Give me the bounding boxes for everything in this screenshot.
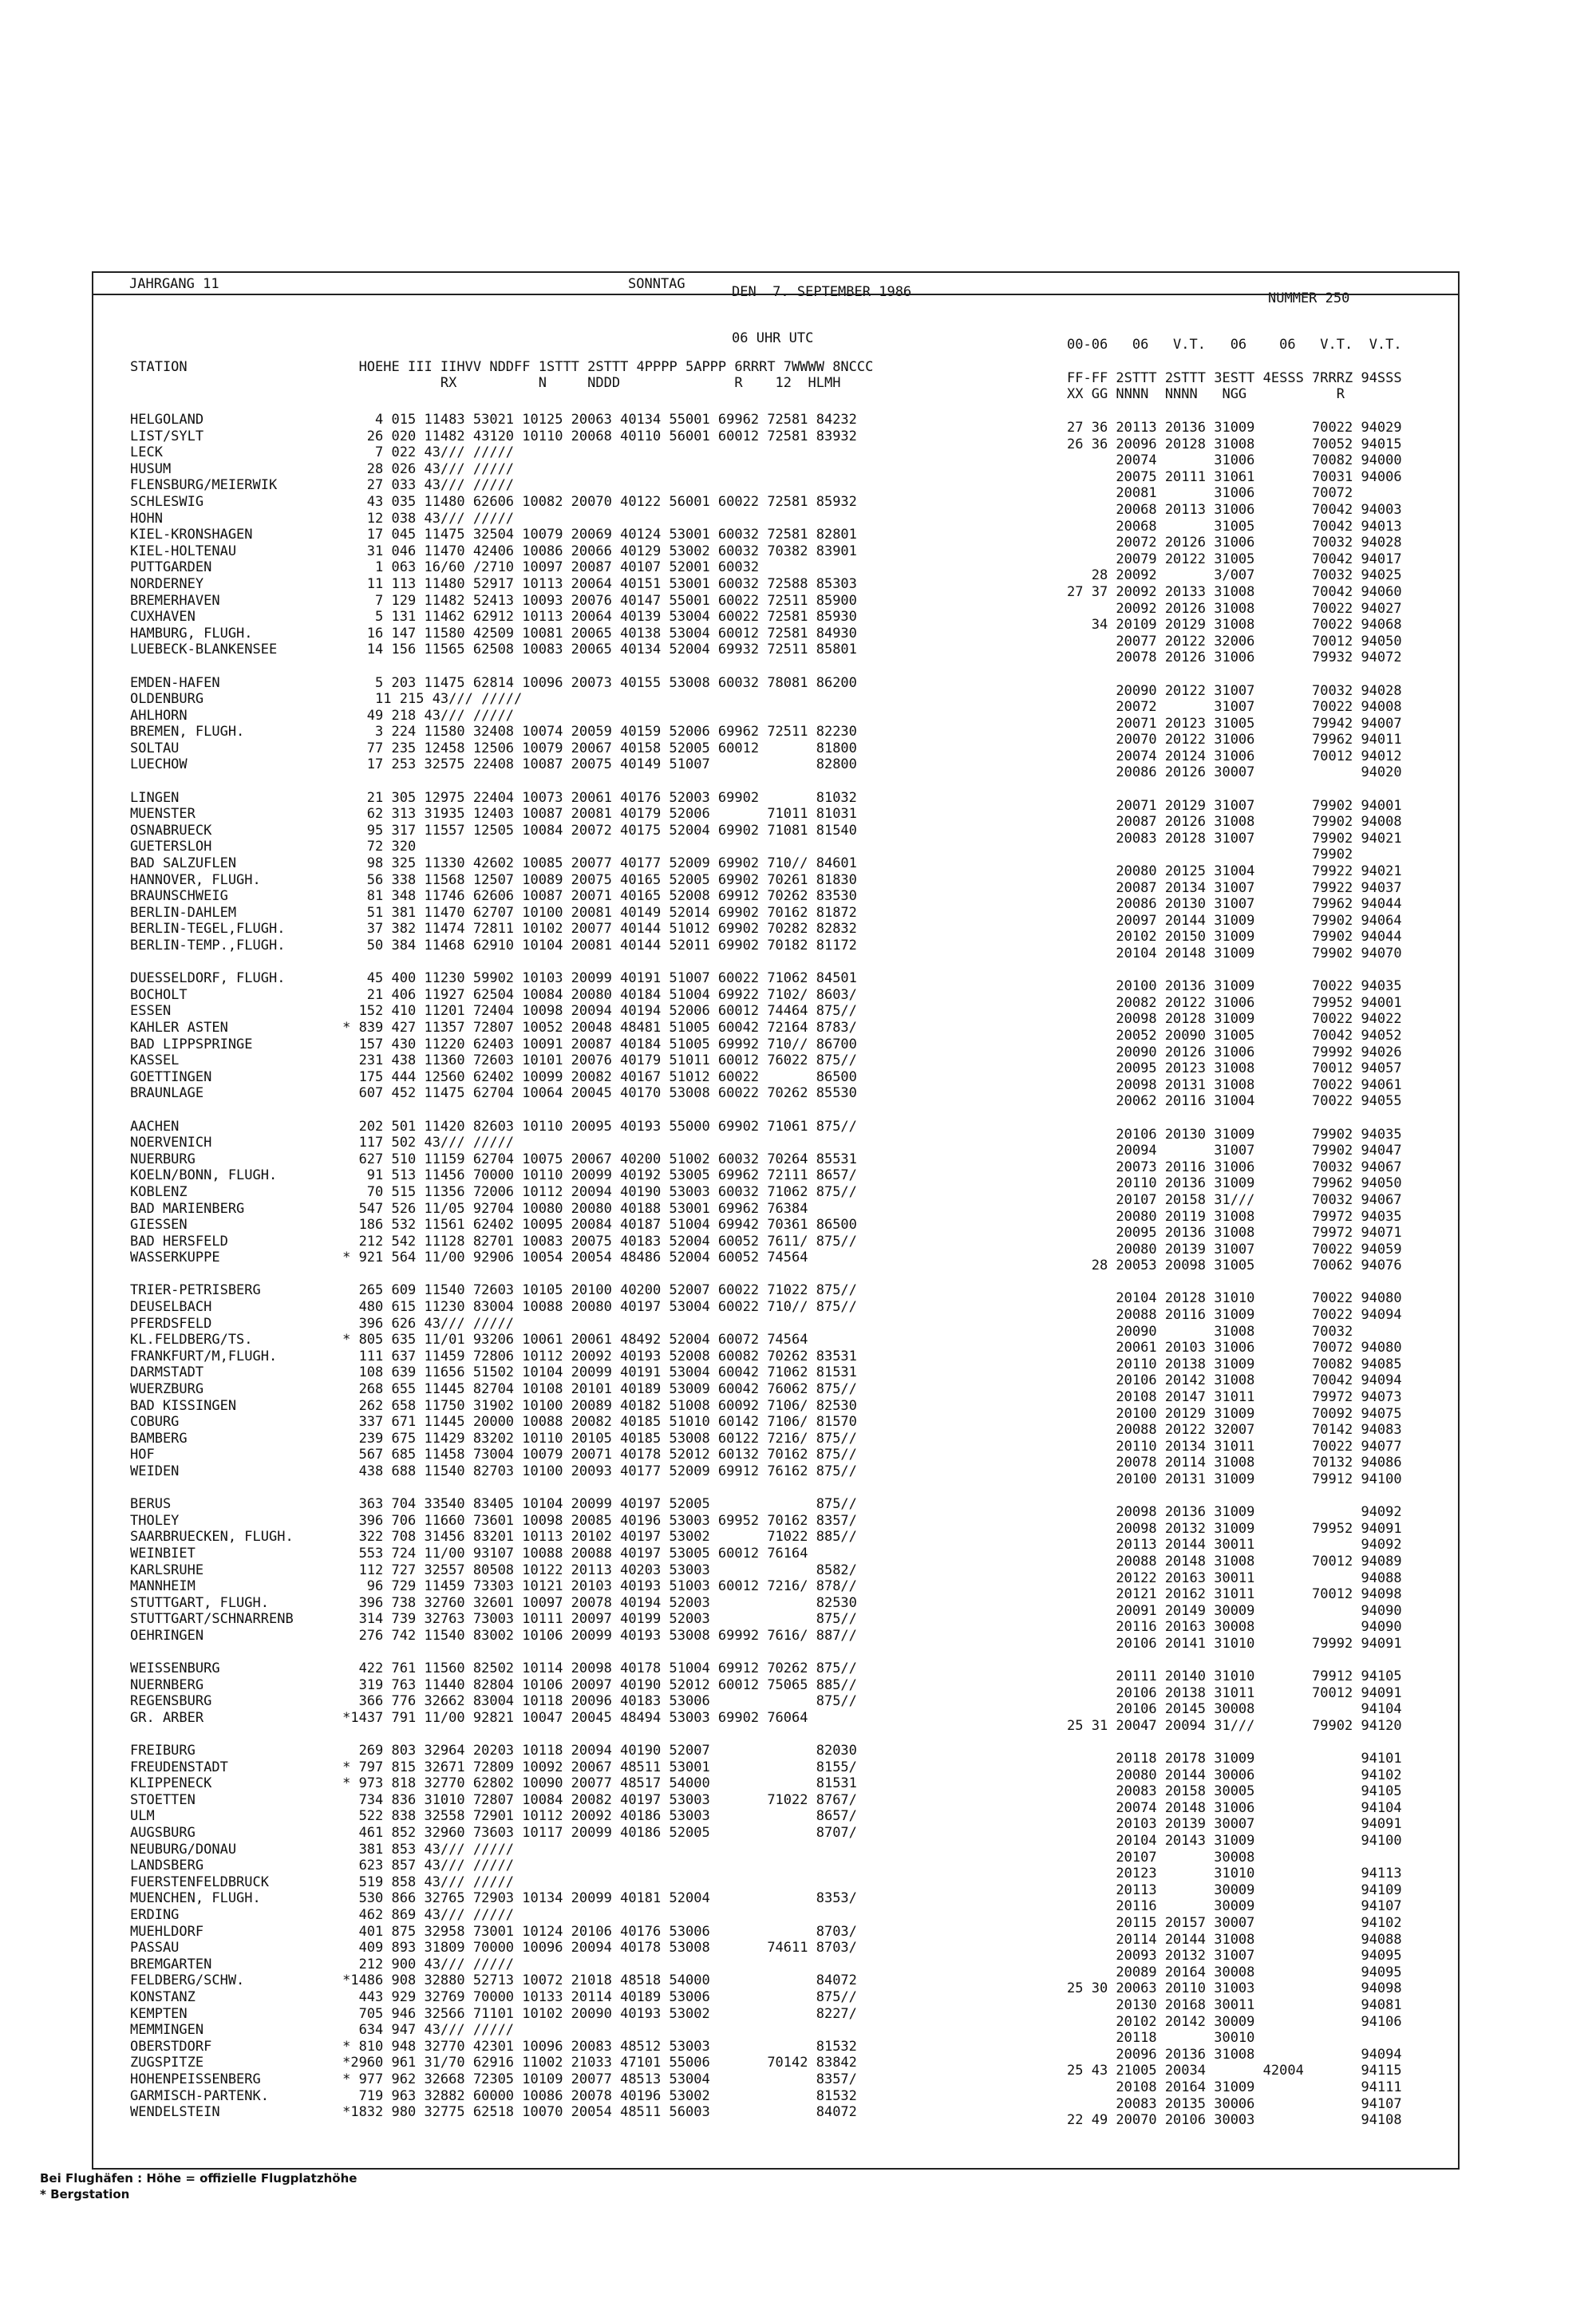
supplementary-row: 20106 20138 31011 70012 94091 xyxy=(1067,1684,1402,1701)
station-row: KARLSRUHE 112 727 32557 80508 10122 20113 40203 53003 8582/ xyxy=(130,1562,857,1578)
station-row: DARMSTADT 108 639 11656 51502 10104 20099 40191 53004 60042 71062 81531 xyxy=(130,1364,857,1381)
supplementary-row: 20106 20145 30008 94104 xyxy=(1067,1701,1402,1718)
station-row: BREMERHAVEN 7 129 11482 52413 10093 20076 40147 55001 60022 72511 85900 xyxy=(130,592,857,609)
supplementary-row: 20072 31007 70022 94008 xyxy=(1067,699,1402,716)
supplementary-row: 20116 20163 30008 94090 xyxy=(1067,1619,1402,1636)
column-header-row1: STATION HOEHE III IIHVV NDDFF 1STTT 2STTT 4PPPP 5APPP 6RRRT 7WWWW 8NCCC xyxy=(130,359,874,375)
supplementary-row: 20073 20116 31006 70032 94067 xyxy=(1067,1159,1402,1175)
supplementary-row: 20113 30009 94109 xyxy=(1067,1882,1402,1898)
supplementary-row: 20110 20138 31009 70082 94085 xyxy=(1067,1356,1402,1372)
station-row: GOETTINGEN 175 444 12560 62402 10099 20082 40167 51012 60022 86500 xyxy=(130,1068,857,1085)
station-row: MUENSTER 62 313 31935 12403 10087 20081 40179 52006 71011 81031 xyxy=(130,806,857,823)
group-gap xyxy=(1067,962,1402,979)
supplementary-row: 20118 30010 xyxy=(1067,2030,1255,2047)
supplementary-row: 20091 20149 30009 94090 xyxy=(1067,1602,1402,1619)
supplementary-row: 20090 20122 31007 70032 94028 xyxy=(1067,682,1402,699)
station-row: FLENSBURG/MEIERWIK 27 033 43/// ///// xyxy=(130,477,515,494)
station-row: WENDELSTEIN *1832 980 32775 62518 10070 20054 48511 56003 84072 xyxy=(130,2104,857,2121)
station-row: LECK 7 022 43/// ///// xyxy=(130,444,515,461)
footnote-mountain-station: * Bergstation xyxy=(40,2187,130,2201)
supplementary-row: 20087 20126 31008 79902 94008 xyxy=(1067,814,1402,831)
supplementary-row: 20083 20158 30005 94105 xyxy=(1067,1783,1402,1800)
station-row: ULM 522 838 32558 72901 10112 20092 40186 53003 8657/ xyxy=(130,1808,857,1825)
station-row: OLDENBURG 11 215 43/// ///// xyxy=(130,691,523,708)
supplementary-row: 20074 20148 31006 94104 xyxy=(1067,1799,1402,1816)
footnote-airport-height: Bei Flughäfen : Höhe = offizielle Flugplatzhöhe xyxy=(40,2171,358,2186)
supplementary-row: 20090 20126 31006 79992 94026 xyxy=(1067,1044,1402,1060)
station-row: KIEL-HOLTENAU 31 046 11470 42406 10086 20066 40129 53002 60032 70382 83901 xyxy=(130,543,857,559)
group-gap xyxy=(130,773,857,790)
station-row: GIESSEN 186 532 11561 62402 10095 20084 40187 51004 69942 70361 86500 xyxy=(130,1217,857,1234)
supplementary-row: 20106 20130 31009 79902 94035 xyxy=(1067,1126,1402,1143)
supplementary-row: 28 20092 3/007 70032 94025 xyxy=(1067,567,1402,584)
supplementary-row: 20088 20148 31008 70012 94089 xyxy=(1067,1553,1402,1570)
supplementary-row: 20052 20090 31005 70042 94052 xyxy=(1067,1027,1402,1044)
supplementary-row: 20106 20141 31010 79992 94091 xyxy=(1067,1635,1402,1652)
supplementary-row: 20110 20134 31011 70022 94077 xyxy=(1067,1438,1402,1455)
station-row: DEUSELBACH 480 615 11230 83004 10088 20080 40197 53004 60022 710// 875// xyxy=(130,1299,857,1316)
station-row: WUERZBURG 268 655 11445 82704 10108 20101 40189 53009 60042 76062 875// xyxy=(130,1381,857,1398)
station-row: FRANKFURT/M,FLUGH. 111 637 11459 72806 10112 20092 40193 52008 60082 70262 83531 xyxy=(130,1348,857,1364)
group-gap xyxy=(130,1480,857,1497)
station-row: KASSEL 231 438 11360 72603 10101 20076 40179 51011 60012 76022 875// xyxy=(130,1052,857,1069)
group-gap xyxy=(130,1102,857,1119)
station-row: FUERSTENFELDBRUCK 519 858 43/// ///// xyxy=(130,1874,515,1890)
supplementary-row: 20122 20163 30011 94088 xyxy=(1067,1570,1402,1586)
supplementary-row: 25 43 21005 20034 42004 94115 xyxy=(1067,2063,1402,2079)
station-row: BAD KISSINGEN 262 658 11750 31902 10100 20089 40182 51008 60092 7106/ 82530 xyxy=(130,1397,857,1414)
station-row: BAD HERSFELD 212 542 11128 82701 10083 20075 40183 52004 60052 7611/ 875// xyxy=(130,1233,857,1250)
station-row: NEUBURG/DONAU 381 853 43/// ///// xyxy=(130,1841,515,1858)
station-row: AUGSBURG 461 852 32960 73603 10117 20099 40186 52005 8707/ xyxy=(130,1825,857,1842)
supplementary-row: 20106 20142 31008 70042 94094 xyxy=(1067,1372,1402,1389)
station-row: REGENSBURG 366 776 32662 83004 10118 20096 40183 53006 875// xyxy=(130,1693,857,1710)
supplementary-row: 20086 20126 30007 94020 xyxy=(1067,764,1402,781)
station-row: DUESSELDORF, FLUGH. 45 400 11230 59902 10103 20099 40191 51007 60022 71062 84501 xyxy=(130,970,857,987)
supplementary-row: 20061 20103 31006 70072 94080 xyxy=(1067,1340,1402,1356)
station-row: NUERBURG 627 510 11159 62704 10075 20067 40200 51002 60032 70264 85531 xyxy=(130,1151,857,1167)
supplementary-row: 28 20053 20098 31005 70062 94076 xyxy=(1067,1258,1402,1274)
supplementary-row: 20097 20144 31009 79902 94064 xyxy=(1067,912,1402,929)
station-row: BERUS 363 704 33540 83405 10104 20099 40197 52005 875// xyxy=(130,1496,857,1513)
supplementary-row: 20130 20168 30011 94081 xyxy=(1067,1997,1402,2013)
station-row: OEHRINGEN 276 742 11540 83002 10106 20099 40193 53008 69992 7616/ 887// xyxy=(130,1627,857,1644)
station-row: GR. ARBER *1437 791 11/00 92821 10047 20045 48494 53003 69902 76064 xyxy=(130,1709,808,1726)
supplementary-row: 20089 20164 30008 94095 xyxy=(1067,1964,1402,1980)
supplementary-row: 20075 20111 31061 70031 94006 xyxy=(1067,468,1402,485)
station-row: AHLHORN 49 218 43/// ///// xyxy=(130,707,515,724)
supplementary-row: 34 20109 20129 31008 70022 94068 xyxy=(1067,617,1402,634)
station-row: COBURG 337 671 11445 20000 10088 20082 40185 51010 60142 7106/ 81570 xyxy=(130,1414,857,1431)
supplementary-row: 20086 20130 31007 79962 94044 xyxy=(1067,896,1402,913)
station-row: BRAUNLAGE 607 452 11475 62704 10064 20045 40170 53008 60022 70262 85530 xyxy=(130,1085,857,1102)
station-row: WEISSENBURG 422 761 11560 82502 10114 20098 40178 51004 69912 70262 875// xyxy=(130,1660,857,1677)
supplementary-row: 20110 20136 31009 79962 94050 xyxy=(1067,1175,1402,1192)
supplementary-row: 20104 20128 31010 70022 94080 xyxy=(1067,1290,1402,1307)
supplementary-row: 20071 20123 31005 79942 94007 xyxy=(1067,715,1402,732)
station-row: BERLIN-DAHLEM 51 381 11470 62707 10100 20081 40149 52014 69902 70162 81872 xyxy=(130,904,857,921)
station-row: HELGOLAND 4 015 11483 53021 10125 20063 40134 55001 69962 72581 84232 xyxy=(130,412,857,428)
station-row: KOBLENZ 70 515 11356 72006 10112 20094 40190 53003 60032 71062 875// xyxy=(130,1183,857,1200)
station-row: KEMPTEN 705 946 32566 71101 10102 20090 40193 53002 8227/ xyxy=(130,2005,857,2022)
station-row: BOCHOLT 21 406 11927 62504 10084 20080 40184 51004 69922 7102/ 8603/ xyxy=(130,986,857,1003)
supplementary-row: 20071 20129 31007 79902 94001 xyxy=(1067,797,1402,814)
right-header-row2: FF-FF 2STTT 2STTT 3ESTT 4ESSS 7RRRZ 94SSS xyxy=(1067,370,1402,386)
station-row: THOLEY 396 706 11660 73601 10098 20085 40196 53003 69952 70162 8357/ xyxy=(130,1512,857,1529)
supplementary-row: 20087 20134 31007 79922 94037 xyxy=(1067,879,1402,896)
supplementary-row: 20096 20136 31008 94094 xyxy=(1067,2046,1402,2063)
supplementary-row: 20083 20128 31007 79902 94021 xyxy=(1067,830,1402,847)
station-row: NORDERNEY 11 113 11480 52917 10113 20064 40151 53001 60032 72588 85303 xyxy=(130,575,857,592)
station-row: OSNABRUECK 95 317 11557 12505 10084 20072 40175 52004 69902 71081 81540 xyxy=(130,822,857,839)
station-row: BERLIN-TEGEL,FLUGH. 37 382 11474 72811 10102 20077 40144 51012 69902 70282 82832 xyxy=(130,921,857,938)
supplementary-row: 20077 20122 32006 70012 94050 xyxy=(1067,633,1402,650)
right-header-row1: 00-06 06 V.T. 06 06 V.T. V.T. xyxy=(1067,337,1402,353)
supplementary-row: 20098 20136 31009 94092 xyxy=(1067,1504,1402,1521)
station-row: CUXHAVEN 5 131 11462 62912 10113 20064 40139 53004 60022 72581 85930 xyxy=(130,609,857,626)
jahrgang: JAHRGANG 11 xyxy=(129,276,219,292)
supplementary-row: 20111 20140 31010 79912 94105 xyxy=(1067,1668,1402,1685)
supplementary-row: 20062 20116 31004 70022 94055 xyxy=(1067,1093,1402,1110)
station-row: LANDSBERG 623 857 43/// ///// xyxy=(130,1858,515,1874)
station-row: ZUGSPITZE *2960 961 31/70 62916 11002 21033 47101 55006 70142 83842 xyxy=(130,2055,857,2071)
supplementary-row: 20092 20126 31008 70022 94027 xyxy=(1067,600,1402,617)
station-data-block xyxy=(130,412,857,2121)
station-row: LIST/SYLT 26 020 11482 43120 10110 20068 40110 56001 60012 72581 83932 xyxy=(130,428,857,444)
station-row: BAD MARIENBERG 547 526 11/05 92704 10080 20080 40188 53001 69962 76384 xyxy=(130,1200,808,1217)
supplementary-row: 20107 30008 xyxy=(1067,1849,1255,1866)
group-gap xyxy=(130,954,857,971)
station-row: STUTTGART, FLUGH. 396 738 32760 32601 10097 20078 40194 52003 82530 xyxy=(130,1594,857,1611)
footer-notes xyxy=(40,2170,357,2202)
supplementary-row: 22 49 20070 20106 30003 94108 xyxy=(1067,2112,1402,2129)
supplementary-row: 20116 30009 94107 xyxy=(1067,1898,1402,1915)
station-row: AACHEN 202 501 11420 82603 10110 20095 40193 55000 69902 71061 875// xyxy=(130,1118,857,1135)
station-row: FELDBERG/SCHW. *1486 908 32880 52713 10072 21018 48518 54000 84072 xyxy=(130,1972,857,1989)
station-row: LUEBECK-BLANKENSEE 14 156 11565 62508 10083 20065 40134 52004 69932 72511 85801 xyxy=(130,642,857,658)
station-row: HAMBURG, FLUGH. 16 147 11580 42509 10081 20065 40138 53004 60012 72581 84930 xyxy=(130,625,857,642)
group-gap xyxy=(1067,1274,1402,1291)
supplementary-row: 27 36 20113 20136 31009 70022 94029 xyxy=(1067,420,1402,436)
station-row: FREUDENSTADT * 797 815 32671 72809 10092 20067 48511 53001 8155/ xyxy=(130,1759,857,1775)
supplementary-row: 20103 20139 30007 94091 xyxy=(1067,1816,1402,1833)
station-row: HOHN 12 038 43/// ///// xyxy=(130,510,515,527)
supplementary-row: 20108 20164 31009 94111 xyxy=(1067,2079,1402,2095)
supplementary-row: 20068 20113 31006 70042 94003 xyxy=(1067,501,1402,518)
supplementary-row: 20080 20139 31007 70022 94059 xyxy=(1067,1241,1402,1258)
issue-number: NUMMER 250 xyxy=(1268,290,1350,306)
supplementary-row: 20072 20126 31006 70032 94028 xyxy=(1067,535,1402,551)
supplementary-row: 20113 20144 30011 94092 xyxy=(1067,1537,1402,1554)
supplementary-row: 20114 20144 31008 94088 xyxy=(1067,1931,1402,1948)
weekday: SONNTAG xyxy=(628,276,685,292)
supplementary-row: 20121 20162 31011 70012 94098 xyxy=(1067,1586,1402,1603)
station-row: STUTTGART/SCHNARRENB 314 739 32763 73003 10111 20097 40199 52003 875// xyxy=(130,1611,857,1628)
supplementary-row: 20090 31008 70032 xyxy=(1067,1323,1353,1340)
supplementary-row: 27 37 20092 20133 31008 70042 94060 xyxy=(1067,583,1402,600)
station-row: KL.FELDBERG/TS. * 805 635 11/01 93206 10061 20061 48492 52004 60072 74564 xyxy=(130,1332,808,1348)
supplementary-row: 20098 20132 31009 79952 94091 xyxy=(1067,1520,1402,1537)
supplementary-row: 20104 20148 31009 79902 94070 xyxy=(1067,946,1402,961)
column-header-row2: RX N NDDD R 12 HLMH xyxy=(130,375,841,391)
station-row: BREMEN, FLUGH. 3 224 11580 32408 10074 20059 40159 52006 69962 72511 82230 xyxy=(130,724,857,740)
station-row: BERLIN-TEMP.,FLUGH. 50 384 11468 62910 10104 20081 40144 52011 69902 70182 81172 xyxy=(130,938,857,954)
station-row: MUENCHEN, FLUGH. 530 866 32765 72903 10134 20099 40181 52004 8353/ xyxy=(130,1890,857,1907)
supplementary-row: 20088 20116 31009 70022 94094 xyxy=(1067,1307,1402,1324)
supplementary-row: 20098 20128 31009 70022 94022 xyxy=(1067,1011,1402,1028)
station-row: SOLTAU 77 235 12458 12506 10079 20067 40158 52005 60012 81800 xyxy=(130,740,857,756)
supplementary-row: 20098 20131 31008 70022 94061 xyxy=(1067,1076,1402,1093)
station-row: LINGEN 21 305 12975 22404 10073 20061 40176 52003 69902 81032 xyxy=(130,789,857,806)
supplementary-row: 20108 20147 31011 79972 94073 xyxy=(1067,1389,1402,1406)
station-row: LUECHOW 17 253 32575 22408 10087 20075 40149 51007 82800 xyxy=(130,756,857,773)
supplementary-row: 20095 20123 31008 70012 94057 xyxy=(1067,1060,1402,1077)
station-row: BREMGARTEN 212 900 43/// ///// xyxy=(130,1956,515,1972)
station-row: MUEHLDORF 401 875 32958 73001 10124 20106 40176 53006 8703/ xyxy=(130,1923,857,1940)
group-gap xyxy=(1067,666,1402,683)
observation-time: 06 UHR UTC xyxy=(732,330,814,346)
supplementary-row: 20080 20144 30006 94102 xyxy=(1067,1767,1402,1783)
station-row: WEIDEN 438 688 11540 82703 10100 20093 40177 52009 69912 76162 875// xyxy=(130,1463,857,1479)
station-row: PASSAU 409 893 31809 70000 10096 20094 40178 53008 74611 8703/ xyxy=(130,1940,857,1957)
station-row: ESSEN 152 410 11201 72404 10098 20094 40194 52006 60012 74464 875// xyxy=(130,1003,857,1020)
supplementary-row: 20100 20129 31009 70092 94075 xyxy=(1067,1405,1402,1422)
supplementary-row: 20079 20122 31005 70042 94017 xyxy=(1067,551,1402,567)
station-row: SCHLESWIG 43 035 11480 62606 10082 20070 40122 56001 60022 72581 85932 xyxy=(130,493,857,510)
supplementary-row: 20083 20135 30006 94107 xyxy=(1067,2095,1402,2112)
right-header-row3: XX GG NNNN NNNN NGG R xyxy=(1067,386,1345,402)
station-row: NUERNBERG 319 763 11440 82804 10106 20097 40190 52012 60012 75065 885// xyxy=(130,1676,857,1693)
supplementary-row: 20102 20142 30009 94106 xyxy=(1067,2013,1402,2030)
supplementary-row: 20074 31006 70082 94000 xyxy=(1067,452,1402,469)
bulletin-sheet xyxy=(92,271,1460,2170)
header-rule xyxy=(93,294,1458,295)
supplementary-row: 20070 20122 31006 79962 94011 xyxy=(1067,732,1402,748)
supplementary-row: 25 30 20063 20110 31003 94098 xyxy=(1067,1980,1402,1997)
supplementary-row: 20123 31010 94113 xyxy=(1067,1866,1402,1882)
supplementary-row: 20068 31005 70042 94013 xyxy=(1067,518,1402,535)
station-row: SAARBRUECKEN, FLUGH. 322 708 31456 83201 10113 20102 40197 53002 71022 885// xyxy=(130,1529,857,1546)
supplementary-data-block xyxy=(1067,420,1402,2129)
supplementary-row: 20100 20131 31009 79912 94100 xyxy=(1067,1471,1402,1487)
station-row: PUTTGARDEN 1 063 16/60 /2710 10097 20087 40107 52001 60032 xyxy=(130,559,760,576)
station-row: WASSERKUPPE * 921 564 11/00 92906 10054 20054 48486 52004 60052 74564 xyxy=(130,1250,808,1266)
station-row: KONSTANZ 443 929 32769 70000 10133 20114 40189 53006 875// xyxy=(130,1989,857,2005)
supplementary-row: 20093 20132 31007 94095 xyxy=(1067,1948,1402,1964)
supplementary-row: 26 36 20096 20128 31008 70052 94015 xyxy=(1067,436,1402,452)
station-row: BRAUNSCHWEIG 81 348 11746 62606 10087 20071 40165 52008 69912 70262 83530 xyxy=(130,888,857,905)
station-row: MEMMINGEN 634 947 43/// ///// xyxy=(130,2022,515,2039)
station-row: HANNOVER, FLUGH. 56 338 11568 12507 10089 20075 40165 52005 69902 70261 81830 xyxy=(130,871,857,888)
station-row: EMDEN-HAFEN 5 203 11475 62814 10096 20073 40155 53008 60032 78081 86200 xyxy=(130,674,857,691)
supplementary-row: 20094 31007 79902 94047 xyxy=(1067,1143,1402,1159)
group-gap xyxy=(130,1645,857,1661)
group-gap xyxy=(1067,1735,1402,1751)
station-row: FREIBURG 269 803 32964 20203 10118 20094 40190 52007 82030 xyxy=(130,1743,857,1759)
station-row: TRIER-PETRISBERG 265 609 11540 72603 10105 20100 40200 52007 60022 71022 875// xyxy=(130,1282,857,1299)
supplementary-row: 20095 20136 31008 79972 94071 xyxy=(1067,1225,1402,1242)
supplementary-row: 20118 20178 31009 94101 xyxy=(1067,1751,1402,1767)
supplementary-row: 79902 xyxy=(1067,847,1353,863)
group-gap xyxy=(130,658,857,675)
station-row: HOHENPEISSENBERG * 977 962 32668 72305 10109 20077 48513 53004 8357/ xyxy=(130,2071,857,2087)
station-row: KOELN/BONN, FLUGH. 91 513 11456 70000 10110 20099 40192 53005 69962 72111 8657/ xyxy=(130,1167,857,1184)
supplementary-row: 20107 20158 31/// 70032 94067 xyxy=(1067,1191,1402,1208)
station-row: MANNHEIM 96 729 11459 73303 10121 20103 40193 51003 60012 7216/ 878// xyxy=(130,1578,857,1595)
supplementary-row: 20115 20157 30007 94102 xyxy=(1067,1915,1402,1932)
supplementary-row: 20078 20114 31008 70132 94086 xyxy=(1067,1455,1402,1471)
supplementary-row: 25 31 20047 20094 31/// 79902 94120 xyxy=(1067,1717,1402,1734)
group-gap xyxy=(130,1727,857,1743)
station-row: GUETERSLOH 72 320 xyxy=(130,839,417,855)
station-row: BAD SALZUFLEN 98 325 11330 42602 10085 20077 40177 52009 69902 710// 84601 xyxy=(130,855,857,872)
station-row: NOERVENICH 117 502 43/// ///// xyxy=(130,1135,515,1151)
supplementary-row: 20078 20126 31006 79932 94072 xyxy=(1067,650,1402,666)
station-row: STOETTEN 734 836 31010 72807 10084 20082 40197 53003 71022 8767/ xyxy=(130,1791,857,1808)
group-gap xyxy=(1067,781,1402,798)
station-row: GARMISCH-PARTENK. 719 963 32882 60000 10086 20078 40196 53002 81532 xyxy=(130,2087,857,2104)
supplementary-row: 20074 20124 31006 70012 94012 xyxy=(1067,748,1402,764)
date: DEN 7. SEPTEMBER 1986 xyxy=(732,284,912,300)
supplementary-row: 20080 20119 31008 79972 94035 xyxy=(1067,1208,1402,1225)
station-row: PFERDSFELD 396 626 43/// ///// xyxy=(130,1315,515,1332)
supplementary-row: 20080 20125 31004 79922 94021 xyxy=(1067,863,1402,880)
group-gap xyxy=(1067,1110,1402,1127)
group-gap xyxy=(1067,1488,1402,1505)
supplementary-row: 20104 20143 31009 94100 xyxy=(1067,1833,1402,1850)
station-row: BAD LIPPSPRINGE 157 430 11220 62403 10091 20087 40184 51005 69992 710// 86700 xyxy=(130,1036,857,1052)
supplementary-row: 20081 31006 70072 xyxy=(1067,485,1353,502)
supplementary-row: 20082 20122 31006 79952 94001 xyxy=(1067,994,1402,1011)
station-row: OBERSTDORF * 810 948 32770 42301 10096 20083 48512 53003 81532 xyxy=(130,2038,857,2055)
station-row: BAMBERG 239 675 11429 83202 10110 20105 40185 53008 60122 7216/ 875// xyxy=(130,1430,857,1447)
supplementary-row: 20100 20136 31009 70022 94035 xyxy=(1067,978,1402,995)
supplementary-row: 20088 20122 32007 70142 94083 xyxy=(1067,1422,1402,1439)
station-row: KAHLER ASTEN * 839 427 11357 72807 10052 20048 48481 51005 60042 72164 8783/ xyxy=(130,1019,857,1036)
station-row: WEINBIET 553 724 11/00 93107 10088 20088 40197 53005 60012 76164 xyxy=(130,1545,808,1562)
station-row: ERDING 462 869 43/// ///// xyxy=(130,1907,515,1924)
supplementary-row: 20102 20150 31009 79902 94044 xyxy=(1067,929,1402,946)
group-gap xyxy=(1067,1653,1402,1669)
station-row: KLIPPENECK * 973 818 32770 62802 10090 20077 48517 54000 81531 xyxy=(130,1775,857,1792)
station-row: HOF 567 685 11458 73004 10079 20071 40178 52012 60132 70162 875// xyxy=(130,1447,857,1463)
station-row: KIEL-KRONSHAGEN 17 045 11475 32504 10079 20069 40124 53001 60032 72581 82801 xyxy=(130,527,857,543)
station-row: HUSUM 28 026 43/// ///// xyxy=(130,460,515,477)
group-gap xyxy=(130,1266,857,1283)
